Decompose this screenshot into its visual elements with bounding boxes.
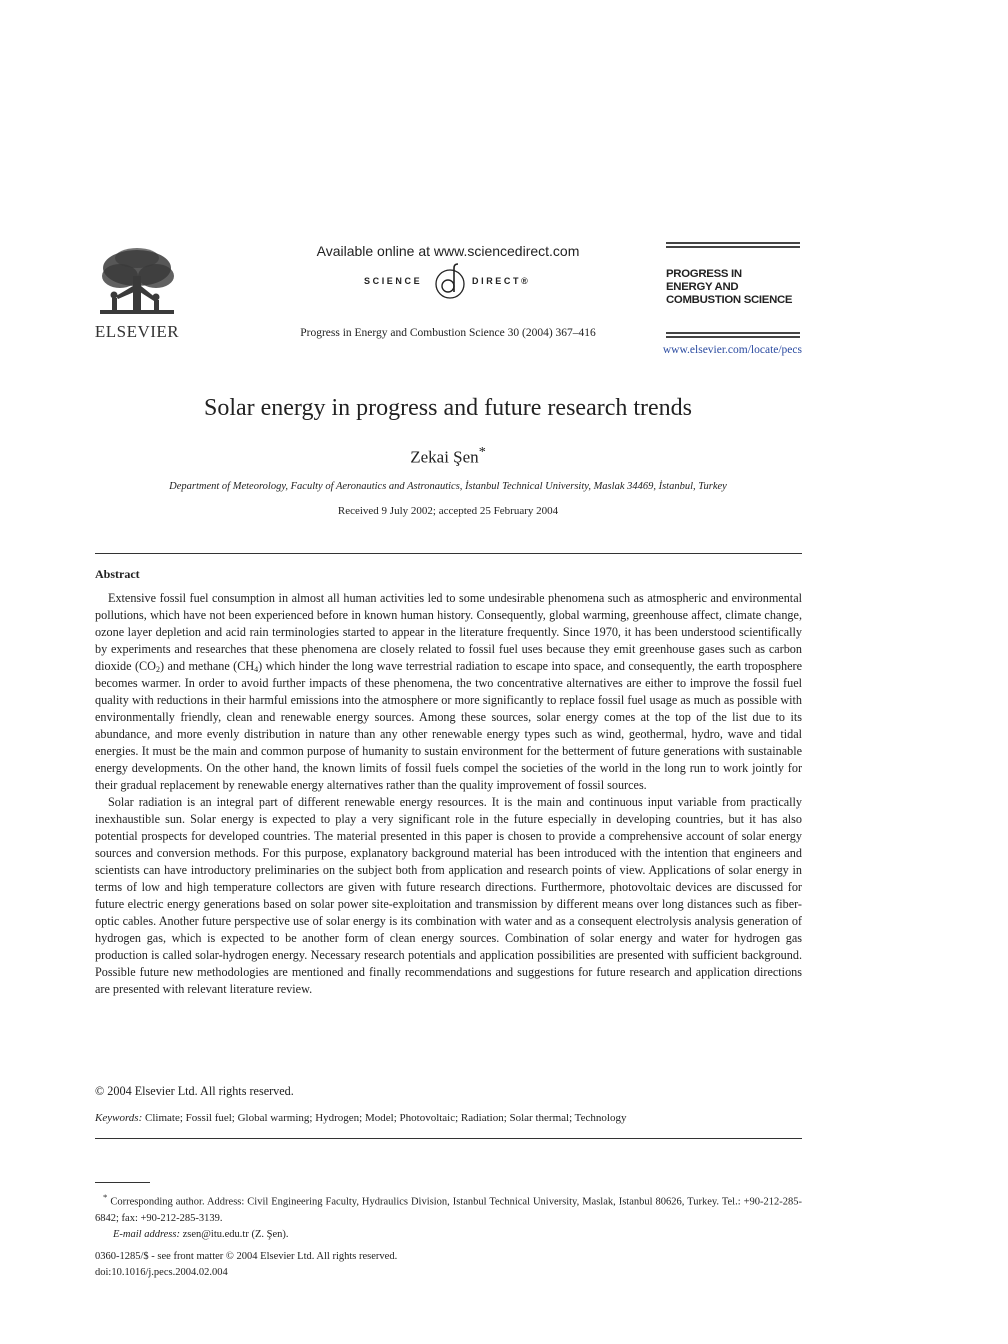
elsevier-logo <box>94 246 180 342</box>
email-label: E-mail address: <box>113 1228 180 1240</box>
abstract-paragraph-2: Solar radiation is an integral part of different renewable energy resources. It is the main and continuous input variable from practically inexhaustible sun. Solar energy is expected to play a very significant role in the future especially in developing countries, but it has also potential prospects for developed countries. The material presented in this paper is chosen to provide a comprehensive account of solar energy sources and conversion methods. For this purpose, explanatory background material has been introduced with the intention that engineers and scientists can have introductory preliminaries on the subject both from application and research points of view. Applications of solar energy in terms of low and high temperature collectors are given with future research directions. Furthermore, photovoltaic devices are discussed for future electric energy generations based on solar power site-exploitation and transmission by different means over long distances such as fiber-optic cables. Another future perspective use of solar energy is its combination with water and as a consequent electrolysis analysis generation of hydrogen gas, which is expected to be another form of clean energy sources. Combination of solar energy and water for hydrogen gas production is called solar-hydrogen energy. Necessary research potentials and application possibilities are presented with sufficient background. Possible future new methodologies are mentioned and finally recommendations and suggestions for future research and application directions are presented with relevant literature review. <box>95 795 802 996</box>
front-matter <box>95 1249 397 1281</box>
journal-citation: Progress in Energy and Combustion Science 30 (2004) 367–416 <box>300 327 596 339</box>
sciencedirect-d-icon <box>432 262 468 300</box>
footnote-text: Corresponding author. Address: Civil Engineering Faculty, Hydraulics Division, Istanbul Technical University, Maslak, Istanbul 80626, Turkey. Tel.: +90-212-285-6842; fax: +90-212-285-3139. <box>95 1196 803 1224</box>
journal-url-link[interactable]: www.elsevier.com/locate/pecs <box>662 344 802 356</box>
abstract-text: Extensive fossil fuel consumption in almost all human activities led to some undesirable phenomena such as atmospheric and environmental pollutions, which have not been experienced before in known human history. Consequently, global warming, greenhouse affect, climate change, ozone layer depletion and acid rain terminologies started to appear in the literature frequently. Since 1970, it has been understood scientifically by experiments and researches that these phenomena are closely related to fossil fuel uses because they emit greenhouse gases such as carbon dioxide (CO <box>95 591 802 673</box>
journal-logo-line: ENERGY AND <box>666 281 739 293</box>
abstract-text: ) which hinder the long wave terrestrial radiation to escape into space, and consequently, the earth troposphere becomes warmer. In order to avoid further impacts of these phenomena, the two concentrative alternatives are either to improve the fossil fuel quality with reductions in their harmful emissions into the atmosphere or more significantly to replace fossil fuel usage as much as possible with environmentally friendly, clean and renewable energy sources. Among these sources, solar energy comes at the top of the list due to its abundance, and more evenly distribution in nature than any other renewable energy types such as wind, geothermal, hydro, wave and tidal energies. It must be the main and common purpose of humanity to sustain environment for the betterment of future generations with sustainable energy developments. On the other hand, the known limits of fossil fuels compel the societies of the world in the long run to work jointly for their gradual replacement by renewable energy alternatives rather than the quality improvement of fossil sources. <box>95 659 802 792</box>
journal-logo-line: COMBUSTION SCIENCE <box>666 294 793 306</box>
author-footnote-mark[interactable]: * <box>478 444 486 460</box>
available-online-text: Available online at www.sciencedirect.com <box>316 243 580 259</box>
author-name: Zekai Şen <box>410 447 479 467</box>
author-affiliation: Department of Meteorology, Faculty of Aeronautics and Astronautics, İstanbul Technical University, Maslak 34469, İstanbul, Turkey <box>169 481 727 492</box>
keywords-label: Keywords: <box>95 1112 143 1124</box>
keywords-list: Climate; Fossil fuel; Global warming; Hydrogen; Model; Photovoltaic; Radiation; Solar thermal; Technology <box>145 1112 627 1124</box>
journal-logo-top-bars <box>666 242 800 250</box>
footnote-text-block <box>95 1189 802 1227</box>
divider-top <box>95 553 802 554</box>
abstract-text: ) and methane (CH <box>159 659 255 673</box>
publisher-name: ELSEVIER <box>94 322 180 341</box>
sciencedirect-logo <box>330 262 570 300</box>
keywords-line <box>95 1112 802 1124</box>
email-line <box>95 1227 802 1243</box>
received-dates: Received 9 July 2002; accepted 25 February 2004 <box>337 505 559 517</box>
sciencedirect-left-word: SCIENCE <box>364 276 423 286</box>
author-line <box>300 444 596 468</box>
corresponding-author-footnote <box>95 1189 802 1243</box>
divider-bottom <box>95 1138 802 1139</box>
abstract-body <box>95 590 802 998</box>
journal-logo <box>666 240 800 346</box>
subscript: 4 <box>254 665 259 674</box>
footnote-mark: * <box>103 1192 108 1202</box>
doi-link[interactable]: doi:10.1016/j.pecs.2004.02.004 <box>95 1267 228 1278</box>
sciencedirect-right-word: DIRECT® <box>472 276 531 286</box>
issn-line: 0360-1285/$ - see front matter © 2004 Elsevier Ltd. All rights reserved. <box>95 1251 398 1262</box>
journal-logo-text <box>666 268 800 307</box>
abstract-paragraph-1 <box>95 590 802 794</box>
footnote-divider <box>95 1182 150 1183</box>
copyright-notice: © 2004 Elsevier Ltd. All rights reserved. <box>95 1084 294 1098</box>
elsevier-tree-icon <box>94 246 180 322</box>
journal-logo-line: PROGRESS IN <box>666 268 742 280</box>
subscript: 2 <box>155 665 160 674</box>
journal-logo-bottom-bars <box>666 332 800 340</box>
abstract-heading: Abstract <box>95 567 140 581</box>
article-title: Solar energy in progress and future research trends <box>203 395 693 421</box>
email-address-link[interactable]: zsen@itu.edu.tr (Z. Şen). <box>182 1228 289 1240</box>
